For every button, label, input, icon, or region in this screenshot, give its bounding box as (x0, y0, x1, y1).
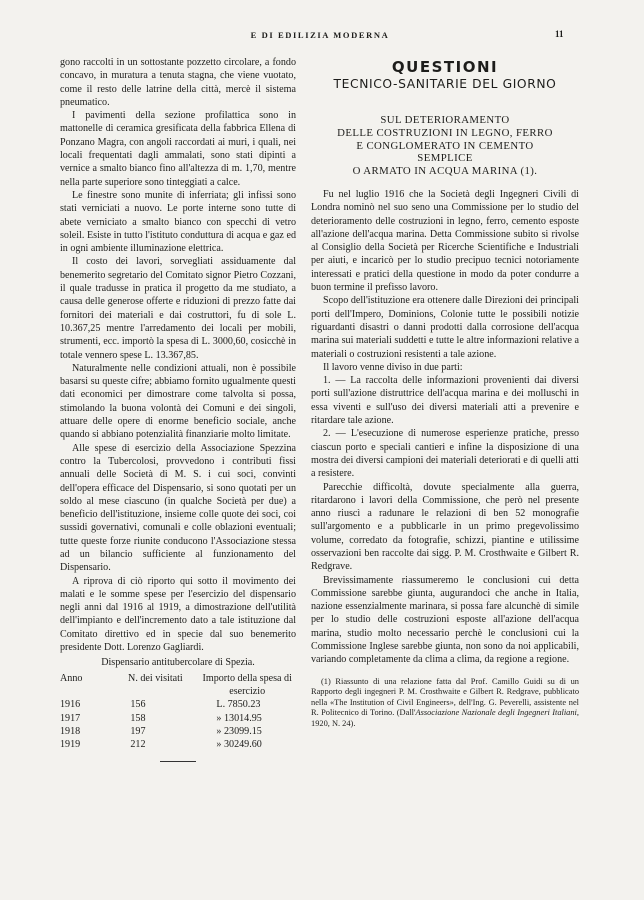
table-end-rule (160, 761, 196, 762)
article-title-line-text: O ARMATO IN ACQUA MARINA (352, 165, 518, 178)
table-header-row (60, 672, 296, 699)
paragraph: Il costo dei lavori, sorvegliati assiduamente dal benemerito segretario del Comitato signor Pietro Cozzani, il quale tradusse in pratica il progetto da me studiato, a causa delle generose offerte e riduzioni di prezzo fatte dai fornitori dei materiali e dai costruttori, fu di sole L. 10.367,25 mentre l'arredamento dei locali per mobili, strumenti, ecc. importò la spesa di L. 3000,60, cosicchè in totale vennero spese L. 13.367,85. (60, 256, 296, 361)
paragraph: gono raccolti in un sottostante pozzetto circolare, a fondo concavo, in muratura a tenuta stagna, che viene vuotato, come il resto delle latrine della città, mercè il sistema pneumatico. (60, 57, 296, 108)
paragraph: 1. — La raccolta delle informazioni provenienti dai diversi porti sull'azione distruttrice dell'acqua marina e dei molluschi in essa viventi e sull'uso dei diversi materiali atti a prevenire e ritardare tale azione. (311, 375, 579, 427)
paragraph: Naturalmente nelle condizioni attuali, non è possibile basarsi su queste cifre; abbiamo fornito ugualmente questi dati economici per dimostrare come talvolta si possa, stimolando la buona volontà dei Comuni e dei singoli, attuare delle opere di enorme beneficio sociale, anche quando si abbiano potenzialità finanziarie molto limitate. (60, 362, 296, 441)
cell-year: 1917 (60, 712, 81, 724)
cell-year: 1916 (60, 699, 81, 711)
column-header-year: Anno (60, 672, 83, 684)
column-header-amount: Importo della spesa di esercizio (202, 672, 292, 697)
paragraph: Alle spese di esercizio della Associazione Spezzina contro la Tubercolosi, provvedono i contributi fissi annuali delle Società di M. S. i cui soci, convinti dell'opera efficace del Dispensario, si sono quotati per un soldo al mese ciascuno (in qualche Società per due) a beneficio dell'istituzione, insieme colle quote dei soci, coi sussidi governativi, comunali e colle oblazioni eventuali; tutte queste forze riunite conducono l'Associazione stessa ad un bilancio sufficiente al funzionamento del Dispensario. (60, 442, 296, 574)
article-title-line: SEMPLICE (417, 152, 473, 165)
cell-visits: 158 (130, 712, 146, 724)
cell-amount: L. 7850.23 (216, 699, 261, 711)
paragraph: Brevissimamente riassumeremo le conclusioni cui detta Commissione sarebbe giunta, augurandoci che anche in Italia, nazione essenzialmente marinara, si possa fare alcunchè di simile per lo studio delle costruzioni esposte all'azione dell'acqua marina, studio molto necessario perchè le conclusioni cui la Commissione Inglese sarebbe giunta, non sono da noi applicabili, variando completamente da clima a clima, da regione a regione. (311, 574, 579, 666)
right-column (311, 56, 579, 730)
table-row (60, 725, 296, 738)
column-header-visits: N. dei visitati (128, 672, 183, 684)
footnote-body: (1) Riassunto di una relazione fatta dal Prof. Camillo Guidi su di un Rapporto degli ingegneri P. M. Crosthwaite e Gilbert R. Redgrave, pubblicato nella «The Institution of Civil Engineers», dell'Ing. G. Peverelli, assistente nel R. Politecnico di Torino. (Dall' (311, 676, 579, 718)
cell-amount: » 30249.60 (216, 739, 262, 751)
paragraph: A riprova di ciò riporto qui sotto il movimento dei malati e le somme spese per l'esercizio del dispensario negli anni dal 1916 al 1919, a dimostrazione dell'utilità dell'impianto e dell'incremento dato a tale istituzione dal Comitato direttivo ed in specie dal suo benemerito presidente Dott. Lorenzo Gagliardi. (60, 575, 296, 654)
paragraph: Fu nel luglio 1916 che la Società degli Ingegneri Civili di Londra nominò nel suo seno una Commissione per lo studio del deterioramento delle costruzioni in legno, ferro, cemento esposte all'azione dell'acqua marina. Detta Commissione subito si rivolse al Consiglio della Società per Ricerche Scientifiche e Industriali per aiuti, e incaricò per lo studio precipuo tecnici notoriamente interessati e pratici della questione in modo da poter condurre a buon termine il prefisso lavoro. (311, 188, 579, 294)
page-number: 11 (555, 29, 564, 39)
left-column (60, 56, 296, 762)
table-row (60, 698, 296, 711)
paragraph: Parecchie difficoltà, dovute specialmente alla guerra, ritardarono i lavori della Commissione, che però nel presente anno riuscì a radunare le relazioni di ben 52 monografie sull'argomento e a pubblicarle in un primo pregevolissimo volume, corredato da fotografie, schizzi, piantine e utilissime osservazioni ben raccolte dai sigg. P. M. Crosthwaite e Gilbert R. Redgrave. (311, 481, 579, 573)
cell-year: 1919 (60, 739, 81, 751)
footnote-suffix: , 1920, N. 24). (311, 708, 579, 729)
table-row (60, 712, 296, 725)
article-title-line: DELLE COSTRUZIONI IN LEGNO, FERRO (337, 126, 553, 139)
cell-visits: 197 (130, 725, 146, 737)
footnote-source: Associazione Nazionale degli Ingegneri Italiani (415, 708, 577, 718)
article-title-line: E CONGLOMERATO IN CEMENTO (356, 139, 534, 152)
section-subtitle: TECNICO-SANITARIE DEL GIORNO (333, 77, 557, 91)
article-title-line (311, 165, 579, 178)
paragraph: 2. — L'esecuzione di numerose esperienze pratiche, presso ciascun porto e speciali cantieri e infine la disposizione di una mostra dei diversi campioni dei materiali deteriorati e di quelli atti a resistere. (311, 428, 579, 480)
cell-amount: » 23099.15 (216, 725, 262, 737)
paragraph: I pavimenti della sezione profilattica sono in mattonelle di ceramica gresificata della fabbrica Ellena di Ponzano Magra, con angoli raccordati ai muri, i quali, nei locali frequentati dagli ammalati, sono stati dipinti a vernice a smalto bianco fino all'altezza di m. 1,70, mentre nella parte superiore sono tinteggiati a calce. (60, 110, 296, 188)
footnote-text (311, 677, 579, 730)
footnote (311, 675, 579, 730)
footnote-reference: (1). (520, 165, 538, 178)
section-title: QUESTIONI (391, 58, 499, 76)
running-head: E DI EDILIZIA MODERNA (250, 30, 390, 40)
article-title (311, 114, 579, 178)
table-row (60, 738, 296, 751)
cell-year: 1918 (60, 725, 81, 737)
cell-amount: » 13014.95 (216, 712, 262, 724)
paragraph: Scopo dell'istituzione era ottenere dalle Direzioni dei principali porti dell'Impero, Dominions, Colonie tutte le possibili notizie riguardanti disastri o danni prodotti dalla corrosione dell'acqua marina sui materiali suddetti e tutte le altre informazioni relative a materiali o costruzioni resistenti a tale azione. (311, 295, 579, 360)
expenses-table (60, 672, 296, 752)
cell-visits: 212 (130, 739, 146, 751)
article-title-line: SUL DETERIORAMENTO (380, 114, 510, 126)
paragraph: Le finestre sono munite di inferriata; gli infissi sono stati verniciati a nuovo. Le porte interne sono tutte di abete verniciato a smalto bianco con specchi di vetro soleil. Esiste in tutto l'istituto conduttura di acqua e gaz ed in ogni ambiente illuminazione elettrica. (60, 189, 296, 255)
cell-visits: 156 (130, 699, 146, 711)
table-caption: Dispensario antitubercolare di Spezia. (101, 657, 255, 669)
paragraph: Il lavoro venne diviso in due parti: (323, 361, 463, 373)
